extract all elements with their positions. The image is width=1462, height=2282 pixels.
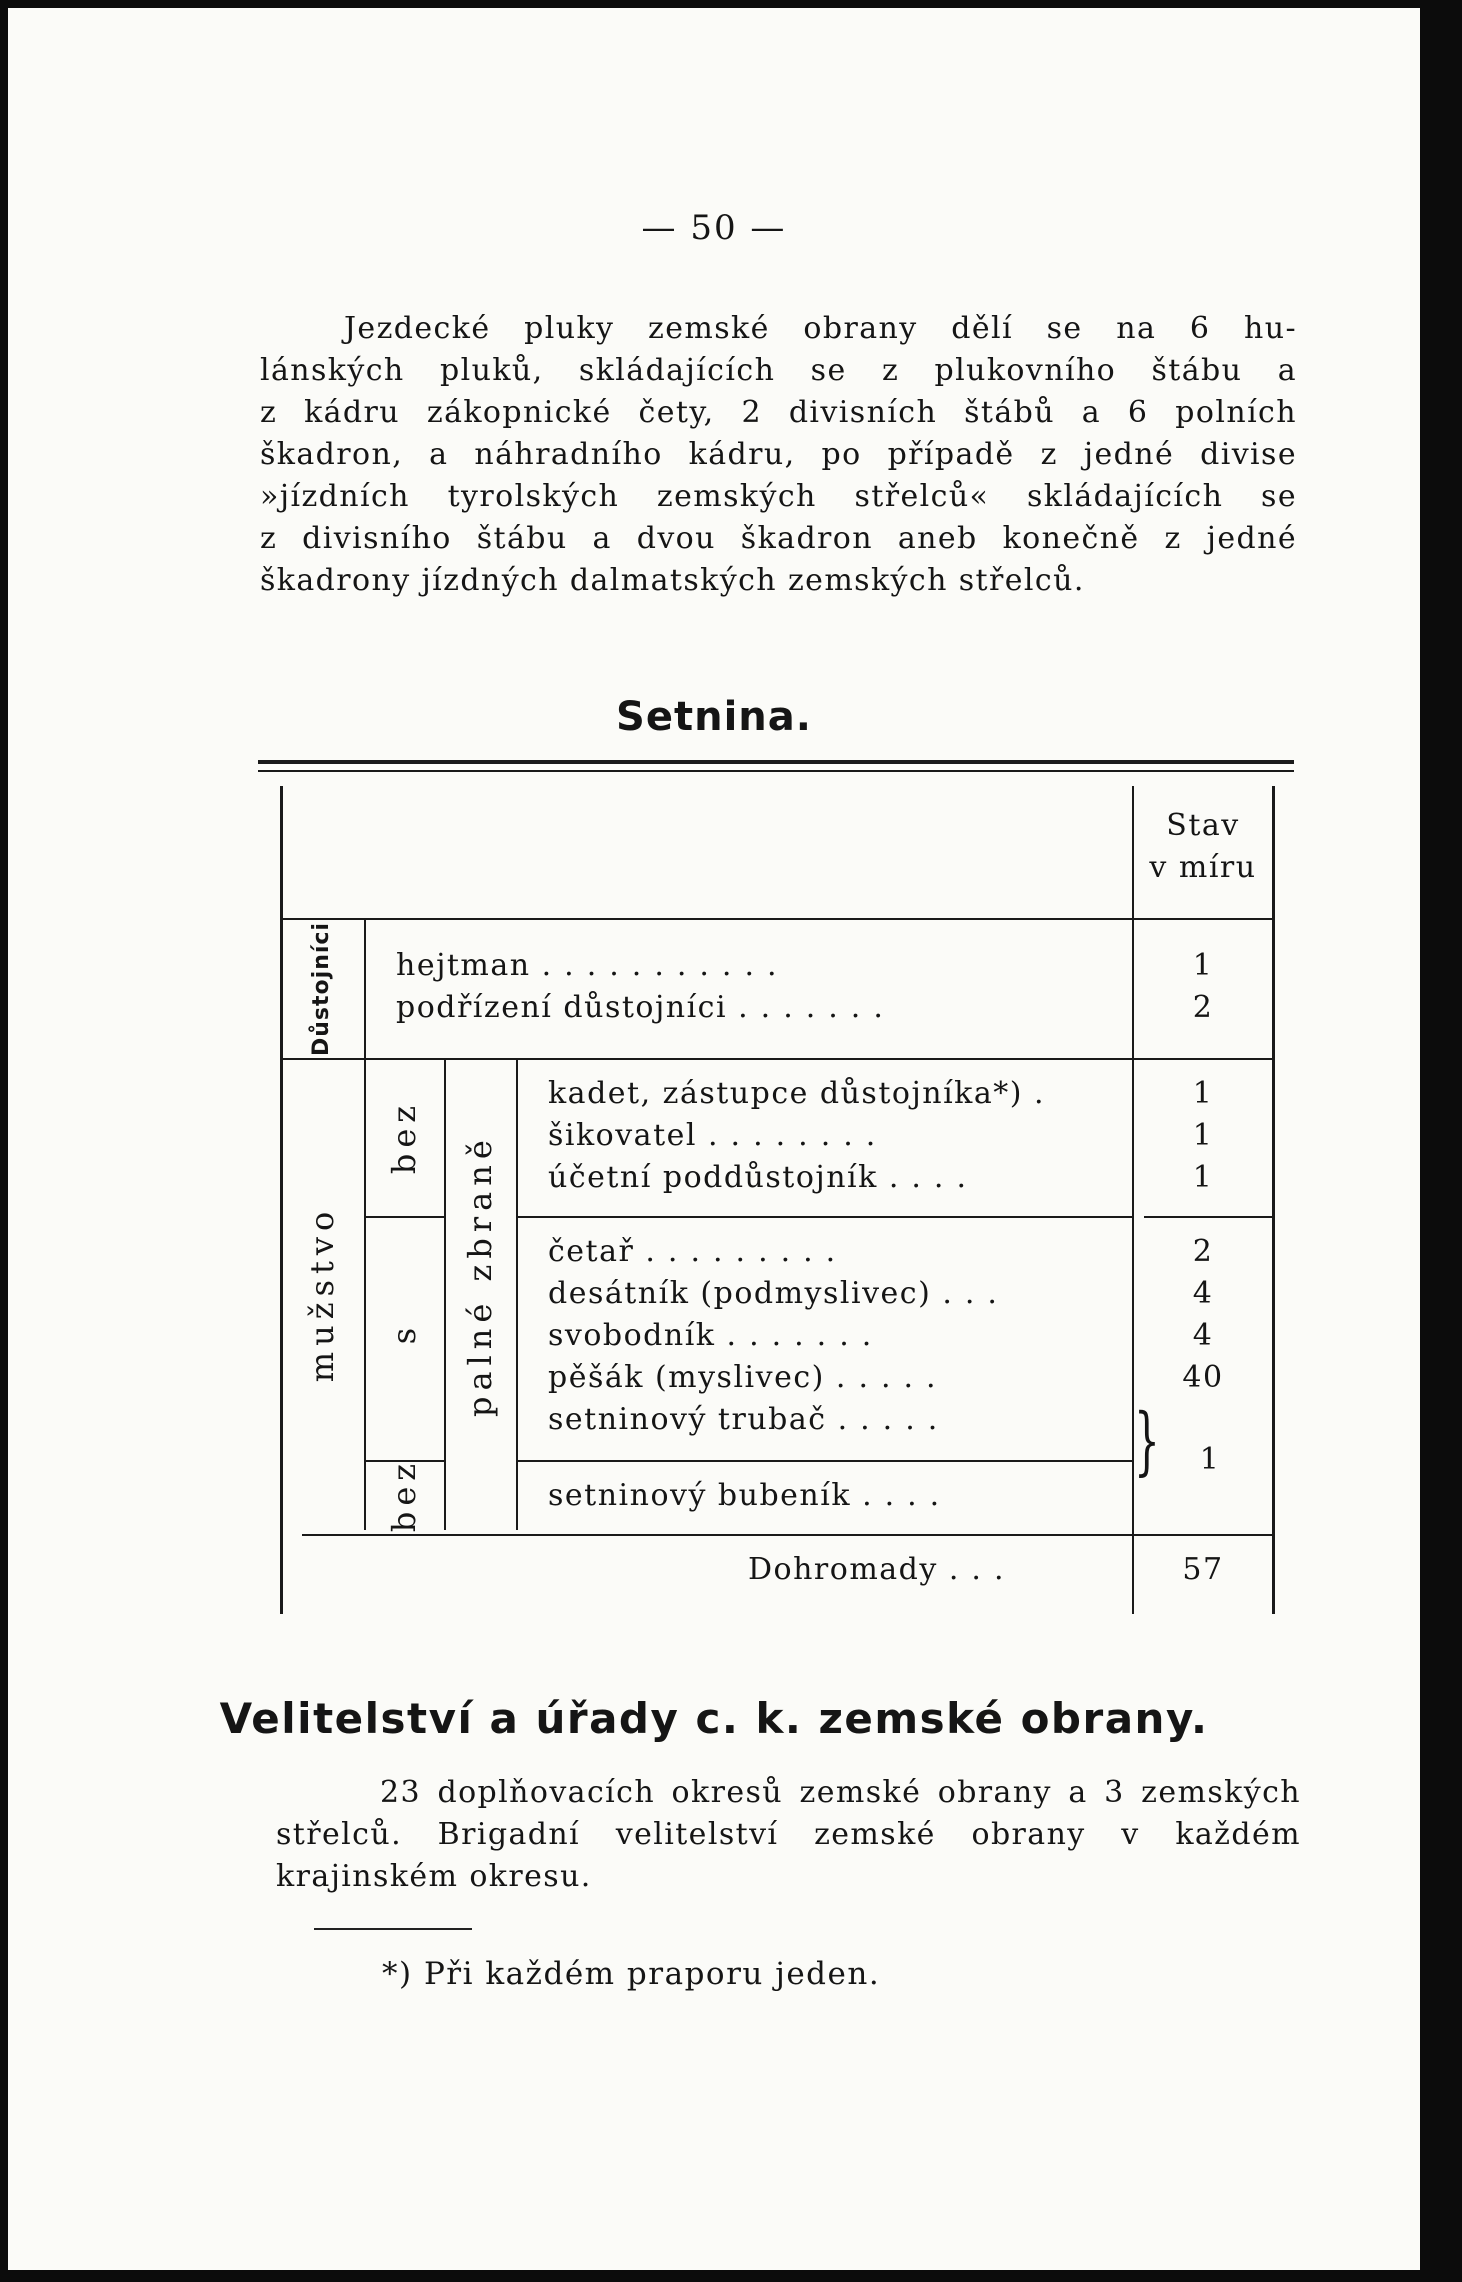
document-page: [8, 8, 1420, 2270]
group-men-label: mužstvo: [303, 1205, 341, 1383]
header-stav: Stav: [1166, 808, 1240, 843]
strength-table: [8, 8, 1420, 1648]
section-heading: Velitelství a úřady c. k. zemské obrany.: [219, 1694, 1209, 1743]
officers-bottom-rule: [280, 1058, 1274, 1060]
leader-dots: .......: [738, 990, 896, 1025]
intro-line: »jízdních tyrolských zemských střelců« skládajících se: [260, 479, 1297, 514]
total-label: [748, 1552, 1016, 1587]
intro-line: Jezdecké pluky zemské obrany dělí se na 6 hu-: [344, 311, 1297, 346]
row-kadet-label: [548, 1076, 1057, 1111]
sub-bez-rule: [366, 1216, 444, 1218]
row-podrizeni-value: 2: [1192, 990, 1214, 1025]
row-hejtman-label: [396, 948, 790, 983]
section-paragraph: [276, 1772, 1301, 1898]
row-label: kadet, zástupce důstojníka*): [548, 1076, 1023, 1111]
intro-line: z kádru zákopnické čety, 2 divisních štábů a 6 polních: [260, 395, 1297, 430]
total-top-rule: [302, 1534, 1274, 1536]
sub-s-label: s: [385, 1321, 423, 1345]
leader-dots: ...: [942, 1276, 1010, 1311]
row-desatnik-label: [548, 1276, 1010, 1311]
intro-line: lánských pluků, skládajících se z plukovního štábu a: [260, 353, 1297, 388]
row-cetar-value: 2: [1192, 1234, 1214, 1269]
leader-dots: .........: [645, 1234, 849, 1269]
row-pesak-value: 40: [1182, 1360, 1224, 1395]
table-left-border: [280, 786, 283, 1614]
footnote-rule: [314, 1928, 472, 1930]
row-svobodnik-value: 4: [1192, 1318, 1214, 1353]
block1-rule-right: [1144, 1216, 1274, 1218]
row-bubenik-label: [548, 1478, 952, 1513]
table-right-border: [1272, 786, 1275, 1614]
intro-line: škadron, a náhradního kádru, po případě z jedné divise: [260, 437, 1297, 472]
row-pesak-label: [548, 1360, 949, 1395]
intro-line: škadrony jízdných dalmatských zemských střelců.: [260, 563, 1085, 598]
footnote: *) Při každém praporu jeden.: [382, 1956, 881, 1992]
row-sikovatel-value: 1: [1192, 1118, 1214, 1153]
men-divider-2: [444, 1060, 446, 1530]
table-top-rule-thin: [258, 770, 1294, 772]
leader-dots: ........: [708, 1118, 889, 1153]
row-label: setninový bubeník: [548, 1478, 852, 1513]
row-label: účetní poddůstojník: [548, 1160, 878, 1195]
table-heading: Setnina.: [616, 694, 812, 740]
officers-divider: [364, 920, 366, 1058]
leader-dots: ....: [862, 1478, 953, 1513]
row-label: četař: [548, 1234, 635, 1269]
sub-bez2-label: bez: [385, 1457, 423, 1533]
row-label: svobodník: [548, 1318, 716, 1353]
leader-dots: ....: [888, 1160, 979, 1195]
section-line: střelců. Brigadní velitelství zemské obrany v každém: [276, 1817, 1301, 1852]
row-sikovatel-label: [548, 1118, 888, 1153]
row-desatnik-value: 4: [1192, 1276, 1214, 1311]
row-ucetni-value: 1: [1192, 1160, 1214, 1195]
row-label: desátník (podmyslivec): [548, 1276, 932, 1311]
leader-dots: .....: [835, 1360, 949, 1395]
row-label: hejtman: [396, 948, 531, 983]
section-line: krajinském okresu.: [276, 1859, 592, 1894]
value-column-divider: [1132, 786, 1134, 1614]
block1-rule-left: [518, 1216, 1132, 1218]
row-trubac-label: [548, 1402, 950, 1437]
total-text: Dohromady: [748, 1552, 938, 1587]
row-hejtman-value: 1: [1192, 948, 1214, 983]
leader-dots: .......: [726, 1318, 885, 1353]
brace-glyph: }: [1134, 1398, 1160, 1484]
row-label: setninový trubač: [548, 1402, 827, 1437]
block2-rule: [518, 1460, 1132, 1462]
header-v-miru: v míru: [1149, 850, 1257, 885]
row-label: pěšák (myslivec): [548, 1360, 825, 1395]
table-top-rule: [258, 760, 1294, 764]
sub-bez-label: bez: [385, 1099, 423, 1175]
leader-dots: ...........: [541, 948, 790, 983]
section-line: 23 doplňovacích okresů zemské obrany a 3 zemských: [380, 1775, 1301, 1810]
row-ucetni-label: [548, 1160, 979, 1195]
leader-dots: ...: [948, 1552, 1017, 1587]
row-svobodnik-label: [548, 1318, 884, 1353]
brace-value: 1: [1199, 1442, 1221, 1477]
row-cetar-label: [548, 1234, 848, 1269]
row-label: podřízení důstojníci: [396, 990, 728, 1025]
page-number: — 50 —: [641, 208, 787, 248]
header-bottom-rule: [280, 918, 1274, 920]
leader-dots: .: [1033, 1076, 1057, 1111]
row-podrizeni-label: [396, 990, 896, 1025]
row-label: šikovatel: [548, 1118, 697, 1153]
weapon-label: palné zbraně: [461, 1134, 499, 1417]
intro-line: z divisního štábu a dvou škadron aneb konečně z jedné: [260, 521, 1297, 556]
total-value: 57: [1182, 1552, 1224, 1587]
row-kadet-value: 1: [1192, 1076, 1214, 1111]
leader-dots: .....: [837, 1402, 951, 1437]
group-officers-label: Důstojníci: [309, 922, 334, 1056]
